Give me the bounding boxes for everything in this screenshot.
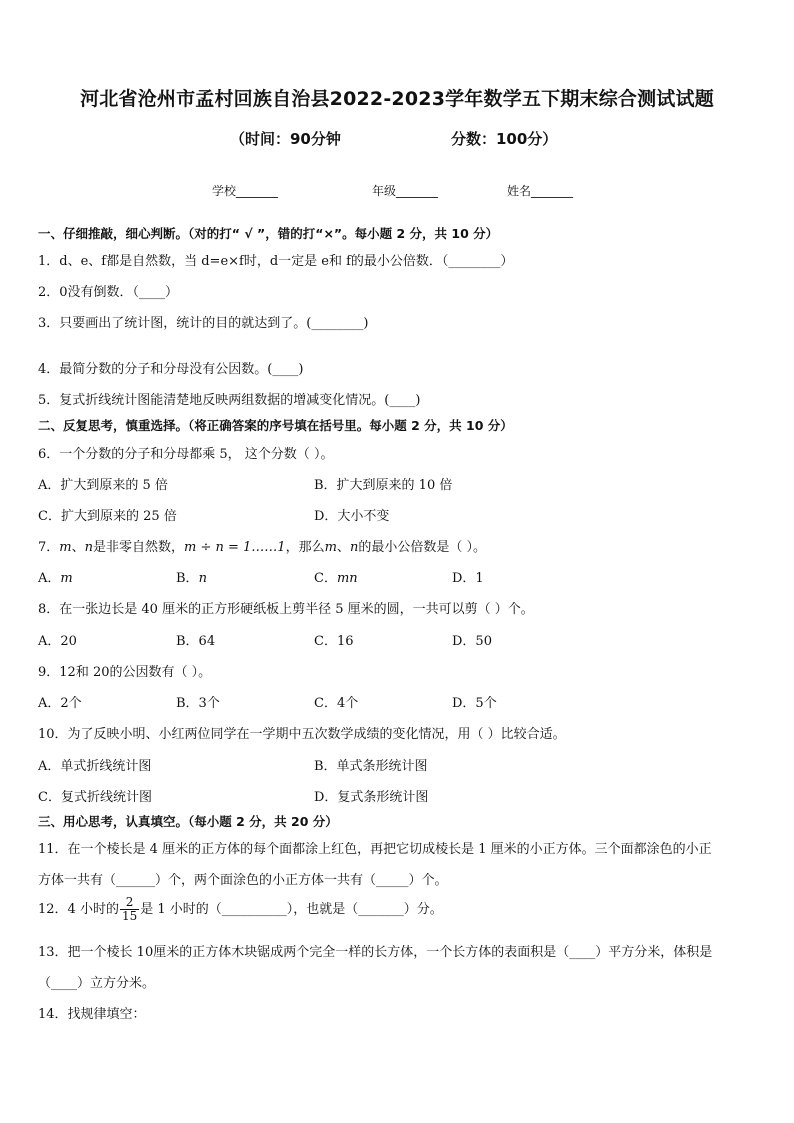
- question-6-option-b: B．扩大到原来的 10 倍: [314, 478, 453, 493]
- q12-text-pre: 12．4 小时的: [38, 902, 119, 917]
- q7-var-n: n: [84, 540, 93, 555]
- question-2: 2．0没有倒数．（____）: [38, 285, 179, 300]
- question-7-option-c: [314, 567, 358, 586]
- question-1: 1．d、e、f都是自然数，当 d=e×f时，d一定是 e和 f的最小公倍数．（________）: [38, 254, 514, 269]
- q12-text-post: 是 1 小时的（__________），也就是（_______）分。: [140, 902, 443, 917]
- q7-text-2: ，那么: [285, 540, 325, 555]
- question-13-line-2: （____）立方分米。: [38, 976, 156, 991]
- q7-number: 7．: [38, 540, 60, 555]
- school-field: 学校_______: [212, 184, 279, 198]
- question-8-option-c: C．16: [314, 634, 354, 649]
- question-10-option-d: D．复式条形统计图: [314, 790, 429, 805]
- q7c-label: C．: [314, 571, 337, 586]
- question-6-option-a: A．扩大到原来的 5 倍: [38, 478, 168, 493]
- question-9-option-d: D．5个: [452, 696, 497, 711]
- q7-var-n-2: n: [349, 540, 359, 555]
- section3-heading: 三、用心思考，认真填空。（每小题 2 分，共 20 分）: [38, 814, 338, 829]
- question-7-option-d: D．1: [452, 571, 484, 586]
- question-11-line-1: 11．在一个棱长是 4 厘米的正方体的每个面都涂上红色，再把它切成棱长是 1 厘米的小正方体。三个面都涂色的小正: [38, 842, 712, 857]
- question-10-option-a: A．单式折线统计图: [38, 759, 152, 774]
- page-title: 河北省沧州市孟村回族自治县2022-2023学年数学五下期末综合测试试题: [80, 88, 714, 110]
- question-7: [38, 536, 486, 555]
- q7a-value: m: [60, 571, 73, 586]
- question-8-option-a: A．20: [38, 634, 77, 649]
- name-field: 姓名_______: [507, 184, 574, 198]
- q7-sep: 、: [71, 540, 85, 555]
- question-6-option-c: C．扩大到原来的 25 倍: [38, 509, 177, 524]
- section1-heading: 一、仔细推敲，细心判断。（对的打“ √ ”，错的打“×”。每小题 2 分，共 10 分）: [38, 226, 499, 241]
- q7b-value: n: [198, 571, 207, 586]
- question-14: 14．找规律填空：: [38, 1007, 146, 1022]
- question-6-option-d: D．大小不变: [314, 509, 390, 524]
- question-7-option-b: [176, 567, 207, 586]
- total-score: 分数：100分）: [451, 130, 558, 148]
- question-8: 8．在一张边长是 40 厘米的正方形硬纸板上剪半径 5 厘米的圆，一共可以剪（ ）个。: [38, 602, 534, 617]
- question-13-line-1: 13．把一个棱长 10厘米的正方体木块锯成两个完全一样的长方体，一个长方体的表面积是（____）平方分米，体积是: [38, 945, 713, 960]
- question-8-option-d: D．50: [452, 634, 492, 649]
- question-12: [38, 896, 443, 923]
- time-limit: （时间：90分钟: [230, 130, 341, 148]
- question-6: 6．一个分数的分子和分母都乘 5， 这个分数（ ）。: [38, 447, 334, 462]
- q7-text-end: 的最小公倍数是（ ）。: [358, 540, 486, 555]
- q7-var-m-2: m: [324, 540, 337, 555]
- question-7-option-a: [38, 567, 73, 586]
- section2-heading: 二、反复思考，慎重选择。（将正确答案的序号填在括号里。每小题 2 分，共 10 分）: [38, 418, 513, 433]
- question-9: 9．12和 20的公因数有（ ）。: [38, 665, 212, 680]
- question-10-option-b: B．单式条形统计图: [314, 759, 428, 774]
- grade-field: 年级_______: [372, 184, 439, 198]
- question-10-option-c: C．复式折线统计图: [38, 790, 152, 805]
- question-10: 10．为了反映小明、小红两位同学在一学期中五次数学成绩的变化情况，用（ ）比较合适。: [38, 727, 566, 742]
- question-4: 4．最简分数的分子和分母没有公因数。(____): [38, 362, 304, 377]
- q7b-label: B．: [176, 571, 199, 586]
- question-11-line-2: 方体一共有（______）个，两个面涂色的小正方体一共有（_____）个。: [38, 873, 448, 888]
- q7a-label: A．: [38, 571, 61, 586]
- question-5: 5．复式折线统计图能清楚地反映两组数据的增减变化情况。(____): [38, 393, 421, 408]
- q7-expression: m ÷ n = 1……1: [184, 540, 286, 555]
- question-9-option-c: C．4个: [314, 696, 359, 711]
- question-9-option-b: B．3个: [176, 696, 220, 711]
- question-3: 3．只要画出了统计图，统计的目的就达到了。(________): [38, 316, 369, 331]
- q7-sep-2: 、: [336, 540, 350, 555]
- q12-denominator: 15: [121, 909, 138, 923]
- q12-numerator: 2: [120, 896, 139, 910]
- q12-fraction: [120, 896, 139, 923]
- question-8-option-b: B．64: [176, 634, 216, 649]
- q7-var-m: m: [59, 540, 72, 555]
- q7c-value: mn: [336, 571, 358, 586]
- q7-text: 是非零自然数，: [93, 540, 185, 555]
- question-9-option-a: A．2个: [38, 696, 82, 711]
